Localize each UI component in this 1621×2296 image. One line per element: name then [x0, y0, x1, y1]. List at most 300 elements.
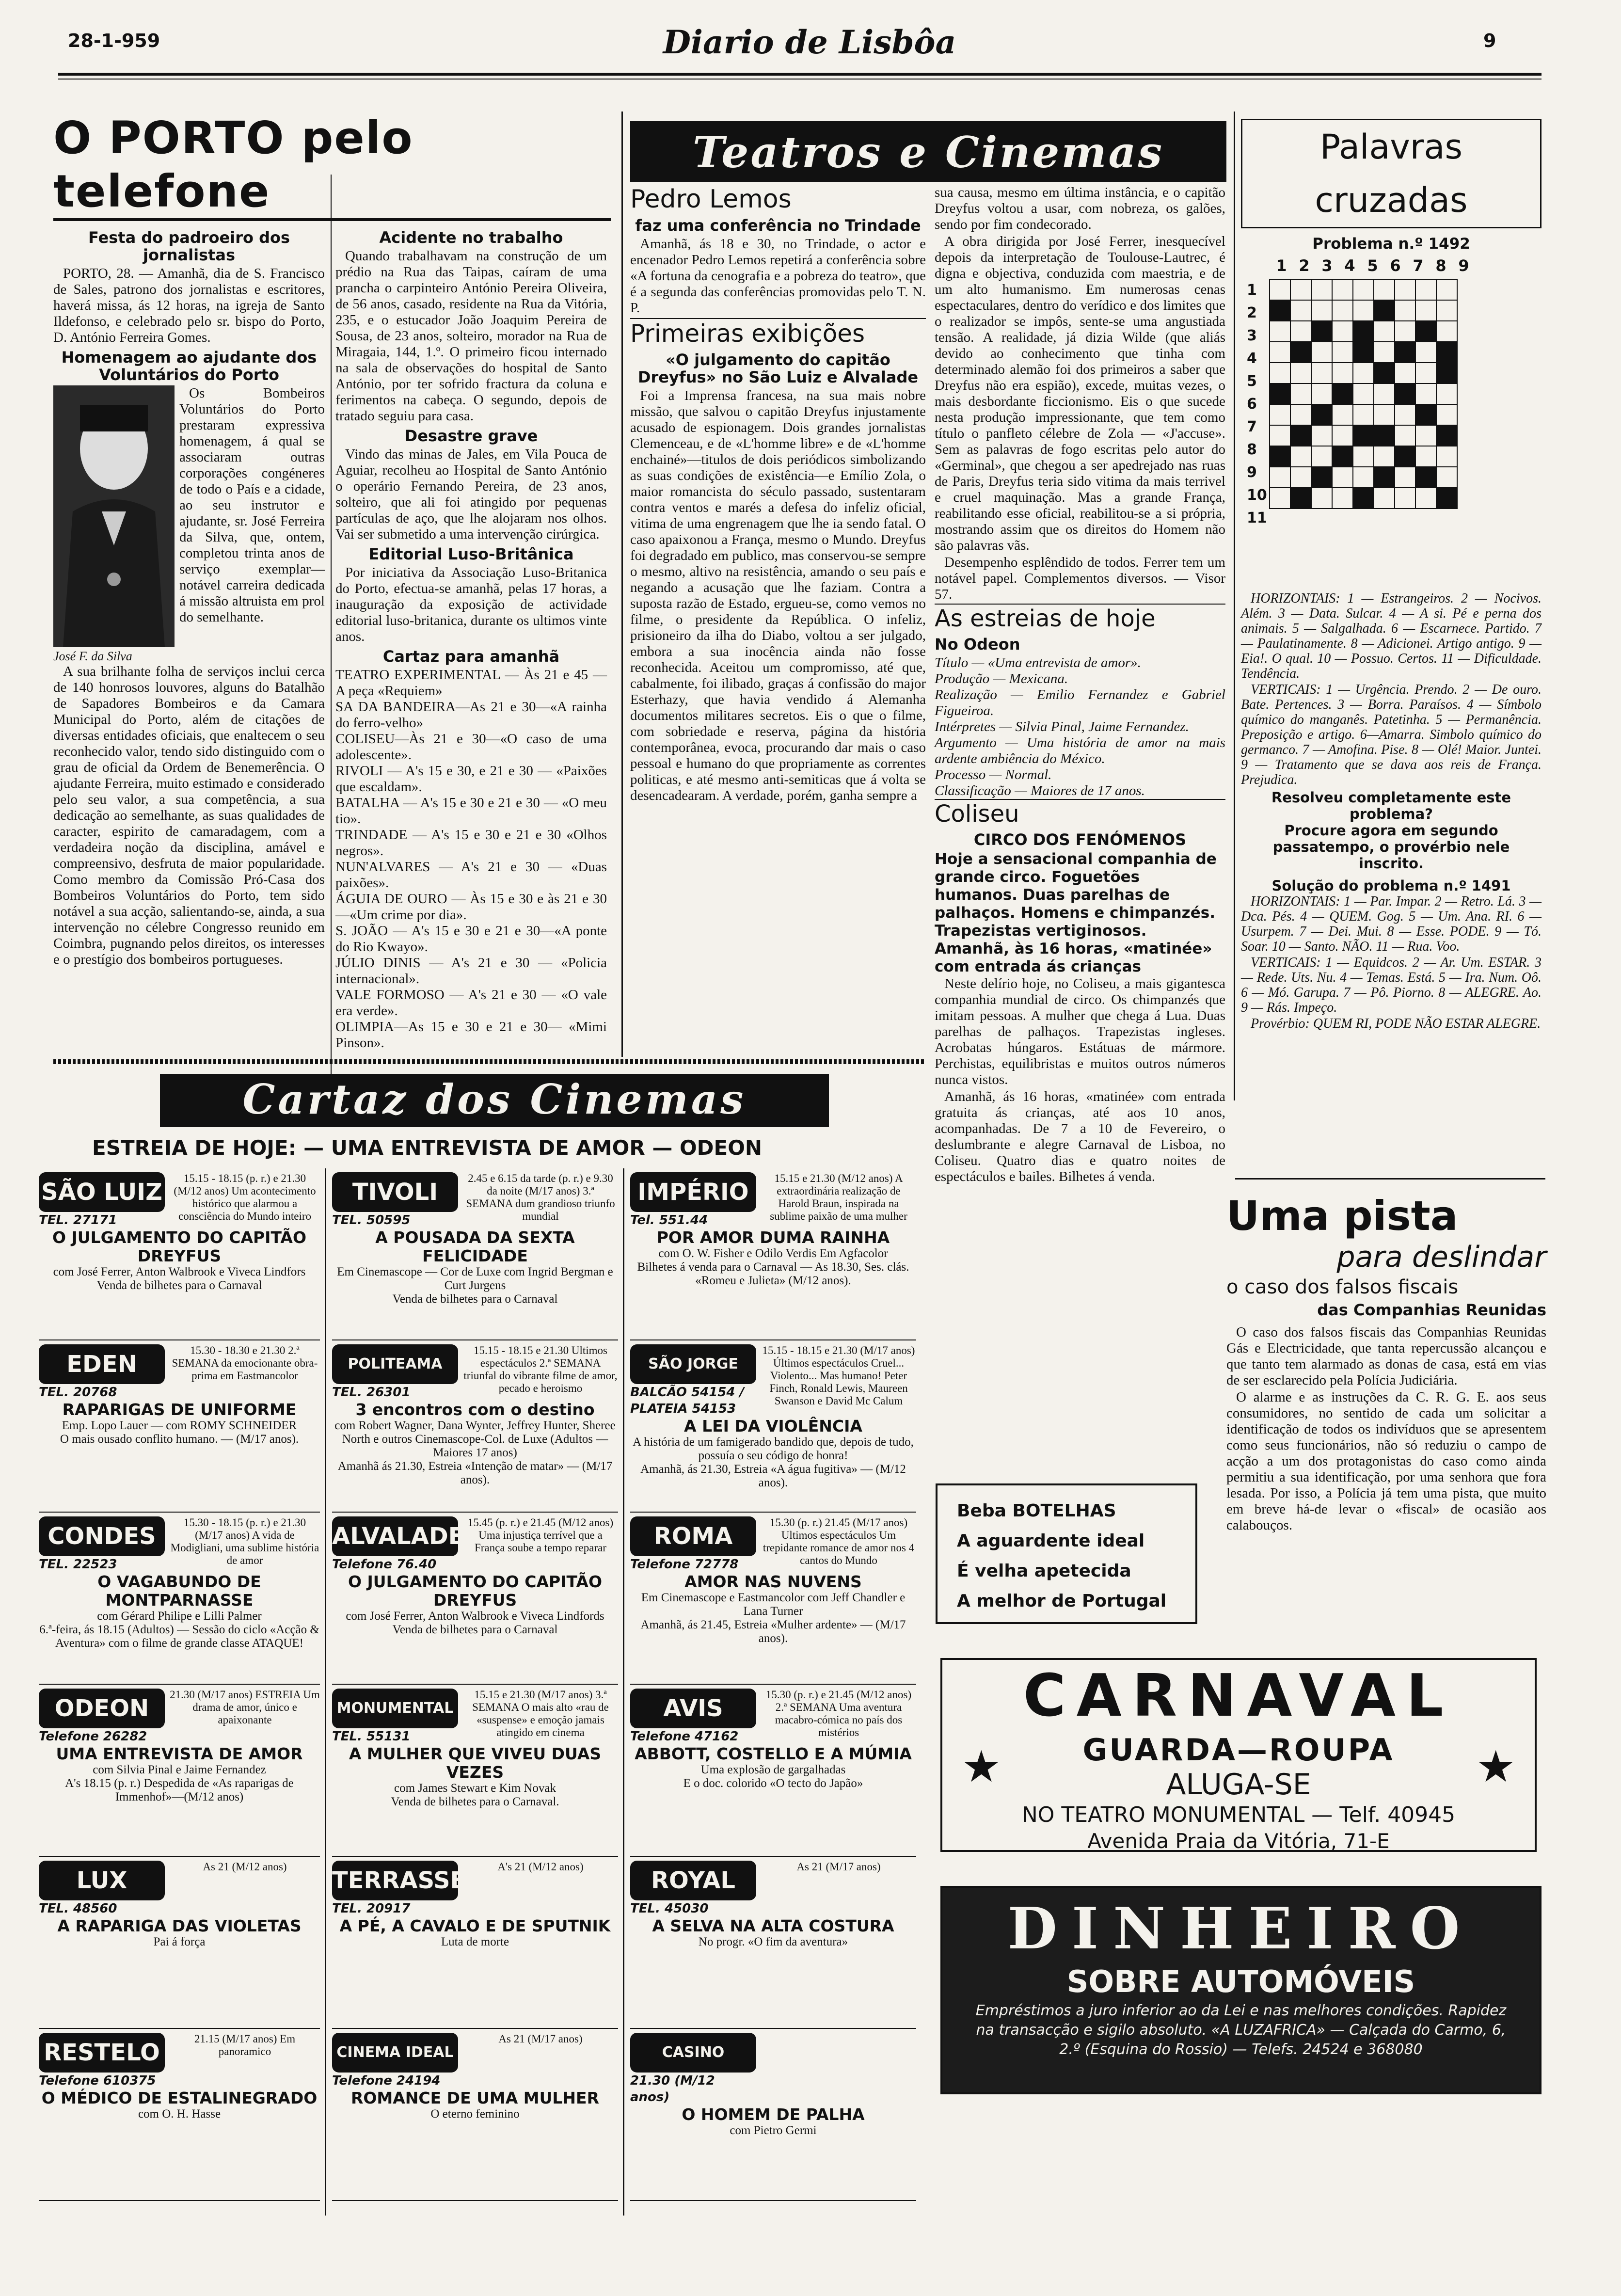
paragraph: O alarme e as instruções da C. R. G. E. aos seus consumidores, no sentido de cada um solicitar a identificação de todos os indivíduos que se apresentem como seus funcionários, não só reduziu o campo de acção a um dos protagonistas do caso como ainda permitiu a sua identificação, por uma senhora que fora lesada. Por isso, a Polícia já tem uma pista, que muito em breve há-de levar o «fiscal» de ocasião aos calabouços.: [1226, 1389, 1546, 1533]
crossword-cell: [1332, 342, 1353, 363]
listing-item: VALE FORMOSO — A's 21 e 30 — «O vale era verde».: [335, 987, 607, 1019]
crossword-title: Palavras cruzadas: [1241, 119, 1542, 228]
porto-col-2: [335, 226, 607, 1051]
cinema-cast: com Robert Wagner, Dana Wynter, Jeffrey Hunter, Sheree North e outros Cinemascope-Col. de Luxe (Adultos — Maiores 17 anos): [334, 1419, 616, 1459]
article-editorial: [335, 565, 607, 645]
cinema-listing: [332, 2029, 618, 2201]
cinema-cast: com Gérard Philipe e Lilli Palmer: [97, 1610, 262, 1623]
cinema-cast: No progr. «O fim da aventura»: [698, 1935, 848, 1948]
cinema-tel: TEL. 45030: [630, 1901, 709, 1916]
listing-item: SA DA BANDEIRA—As 21 e 30—«A rainha do ferro-velho»: [335, 699, 607, 731]
masthead-rule: [58, 73, 1542, 76]
listing-item: S. JOÃO — A's 15 e 30 e 21 e 30—«A ponte do Rio Kwayo».: [335, 923, 607, 955]
cinema-tel: BALCÃO 54154 / PLATEIA 54153: [630, 1385, 745, 1416]
crossword-section: [1241, 119, 1542, 1031]
teatros-col-1: [630, 185, 926, 1186]
cinema-film-title: O JULGAMENTO DO CAPITÃO DREYFUS: [348, 1572, 603, 1610]
cinema-times: 21.15 (M/17 anos) Em panoramico: [194, 2033, 296, 2057]
cinema-film-title: O MÉDICO DE ESTALINEGRADO: [41, 2089, 318, 2107]
crossword-cell: [1311, 363, 1332, 383]
pista-sub2: o caso dos falsos fiscais: [1226, 1276, 1459, 1298]
crossword-cell: [1374, 363, 1395, 383]
crossword-col-numbers: [1270, 256, 1475, 275]
cinema-listing: [630, 1168, 916, 1340]
crossword-cell: [1290, 321, 1311, 342]
cinema-times: 2.45 e 6.15 da tarde (p. r.) e 9.30 da noite (M/17 anos) 3.ª SEMANA dum grandioso triunfo mundial: [466, 1172, 615, 1222]
crossword-problem: Problema n.º 1492: [1312, 235, 1470, 253]
crossword-row-number: 10: [1247, 487, 1267, 504]
paragraph: Os Bombeiros Voluntários do Porto prestaram expressiva homenagem, á qual se associaram outras corporações congéneres de todo o País e a cidade, ao seu instrutor e ajudante, sr. José Ferreira da Silva, que, ontem, completou trinta anos de serviço exemplar—notável carreira dedicada á missão altruista em prol do semelhante.: [179, 385, 325, 625]
cinema-logo: POLITEAMA: [332, 1344, 458, 1384]
cinema-extra: Venda de bilhetes para o Carnaval.: [391, 1795, 559, 1808]
cinema-extra: Venda de bilhetes para o Carnaval: [96, 1279, 262, 1292]
crossword-cell: [1436, 342, 1457, 363]
portrait-photo: [53, 385, 175, 664]
crossword-resolveu: Resolveu completamente este problema?: [1271, 789, 1511, 822]
teatros-banner: Teatros e Cinemas: [630, 121, 1226, 182]
cinema-listing: [630, 1857, 916, 2029]
dinheiro-title: DINHEIRO: [1007, 1895, 1475, 1962]
crossword-cell: [1374, 488, 1395, 509]
cinema-listing: [39, 1685, 320, 1857]
porto-section: [53, 112, 611, 1130]
page-number: 9: [1483, 30, 1496, 51]
cartaz-column-1: [39, 1168, 320, 2216]
cinema-extra: A's 18.15 (p. r.) Despedida de «As raparigas de Immenhof»—(M/12 anos): [65, 1777, 294, 1803]
cinema-times: 15.15 e 21.30 (M/17 anos) 3.ª SEMANA O mais alto «rau de «suspense» e emoção jamais atingido em cinema: [472, 1689, 609, 1738]
crossword-grid: [1269, 279, 1458, 509]
cinema-cast: Luta de morte: [441, 1935, 509, 1948]
headline-desastre: Desastre grave: [404, 427, 538, 445]
crossword-cell: [1415, 404, 1436, 425]
cinema-film-title: RAPARIGAS DE UNIFORME: [62, 1400, 297, 1419]
crossword-cell: [1415, 363, 1436, 383]
crossword-row-number: 6: [1247, 396, 1257, 413]
cinema-film-title: AMOR NAS NUVENS: [684, 1572, 862, 1591]
cinema-extra: Venda de bilhetes para o Carnaval: [392, 1623, 558, 1636]
listing-item: RIVOLI — A's 15 e 30, e 21 e 30 — «Paixões que escaldam».: [335, 763, 607, 795]
cinema-film-title: A LEI DA VIOLÊNCIA: [684, 1417, 862, 1435]
carnaval-ad: [940, 1658, 1537, 1852]
crossword-row-number: 7: [1247, 418, 1257, 435]
porto-title: O PORTO pelo telefone: [53, 112, 611, 221]
cinema-film-title: O VAGABUNDO DE MONTPARNASSE: [97, 1572, 261, 1610]
cinema-tel: Telefone 24194: [332, 2073, 441, 2088]
article-acidente: [335, 248, 607, 424]
paragraph: Amanhã, ás 18 e 30, no Trindade, o actor e encenador Pedro Lemos repetirá a conferência sobre «A fortuna da cenografia e a pobreza do teatro», que é a segunda das conferências promovidas pelo T. N. P.: [630, 236, 926, 316]
headline-padroeiro: Festa do padroeiro dos jornalistas: [88, 228, 290, 264]
cinema-cast: com O. H. Hasse: [138, 2107, 221, 2121]
cinema-tel: TEL. 26301: [332, 1385, 411, 1400]
cinema-listing: [39, 1340, 320, 1513]
crossword-row-numbers: [1247, 279, 1267, 529]
listing-item: ÁGUIA DE OURO — Às 15 e 30 e às 21 e 30—«Um crime por dia».: [335, 891, 607, 923]
crossword-solution: [1241, 894, 1542, 1031]
crossword-cell: [1374, 425, 1395, 446]
cinema-listing: [332, 1685, 618, 1857]
cinema-listing: [630, 1340, 916, 1513]
cinema-cast: O eterno feminino: [430, 2107, 520, 2121]
listing-item: TRINDADE — A's 15 e 30 e 21 e 30 «Olhos negros».: [335, 827, 607, 859]
crossword-cell: [1332, 279, 1353, 300]
paragraph: sua causa, mesmo em última instância, e o capitão Dreyfus voltou a usar, com nobreza, os galões, sendo por fim condecorado.: [935, 185, 1225, 232]
section-rule: [621, 112, 623, 1057]
solution-proverb: Provérbio: QUEM RI, PODE NÃO ESTAR ALEGRE.: [1251, 1016, 1541, 1031]
listing-item: NUN'ALVARES — A's 21 e 30 — «Duas paixões».: [335, 859, 607, 891]
cinema-logo: CONDES: [39, 1516, 165, 1556]
crossword-cell: [1332, 321, 1353, 342]
portrait-caption: José F. da Silva: [53, 649, 132, 663]
headline-cartaz-amanha: Cartaz para amanhã: [382, 647, 560, 666]
crossword-solution-title: Solução do problema n.º 1491: [1271, 877, 1511, 894]
headline-circo: CIRCO DOS FENÓMENOS: [973, 830, 1187, 849]
crossword-cell: [1374, 279, 1395, 300]
cinema-film-title: POR AMOR DUMA RAINHA: [656, 1228, 890, 1247]
crossword-cell: [1353, 446, 1374, 467]
crossword-cell: [1415, 425, 1436, 446]
crossword-col-number: 8: [1435, 256, 1446, 275]
cinema-logo: CINEMA IDEAL: [332, 2033, 458, 2073]
crossword-cell: [1436, 279, 1457, 300]
headline-pedro-lemos: Pedro Lemos: [630, 185, 792, 214]
cinema-listing: [332, 1168, 618, 1340]
crossword-cell: [1415, 321, 1436, 342]
crossword-cell: [1311, 300, 1332, 321]
cinema-logo: TERRASSE: [332, 1861, 458, 1900]
cinema-cast: Uma explosão de gargalhadas: [700, 1763, 846, 1776]
cinema-film-title: A POUSADA DA SEXTA FELICIDADE: [375, 1228, 575, 1265]
crossword-cell: [1270, 279, 1290, 300]
cinema-logo: SÃO JORGE: [630, 1344, 756, 1384]
crossword-cell: [1353, 404, 1374, 425]
cinema-tel: 21.30 (M/12 anos): [630, 2073, 715, 2105]
carnaval-line3: NO TEATRO MONUMENTAL — Telf. 40945: [1021, 1802, 1456, 1827]
crossword-cell: [1290, 404, 1311, 425]
cinema-tel: Tel. 551.44: [630, 1213, 708, 1228]
cinema-tel: Telefone 76.40: [332, 1557, 437, 1572]
star-icon: ★: [962, 1741, 1001, 1792]
crossword-cell: [1436, 488, 1457, 509]
cinema-logo: ALVALADE: [332, 1516, 458, 1556]
paragraph: Desempenho esplêndido de todos. Ferrer tem um notável papel. Complementos diversos. — Visor 57.: [935, 555, 1225, 602]
crossword-cell: [1332, 425, 1353, 446]
cinema-listing: [39, 2029, 320, 2201]
cinema-logo: RESTELO: [39, 2033, 165, 2073]
article-conferencia: [630, 236, 926, 316]
cinema-tel: TEL. 22523: [39, 1557, 117, 1572]
crossword-cell: [1311, 467, 1332, 488]
crossword-cell: [1436, 404, 1457, 425]
carnaval-line1: GUARDA—ROUPA: [1082, 1732, 1395, 1768]
crossword-cell: [1332, 300, 1353, 321]
crossword-cell: [1415, 383, 1436, 404]
crossword-cell: [1332, 383, 1353, 404]
crossword-col-number: 5: [1367, 256, 1378, 275]
teatros-section: [630, 121, 1226, 1184]
crossword-cell: [1374, 404, 1395, 425]
article-homenagem-a: [179, 385, 325, 664]
cinema-film-title: O HOMEM DE PALHA: [682, 2105, 865, 2124]
cinema-film-title: A PÉ, A CAVALO E DE SPUTNIK: [339, 1916, 611, 1935]
crossword-cell: [1270, 383, 1290, 404]
crossword-cell: [1395, 321, 1415, 342]
crossword-cell: [1290, 446, 1311, 467]
crossword-cell: [1395, 467, 1415, 488]
cinema-times: A's 21 (M/12 anos): [497, 1861, 584, 1873]
cinema-cast: Pai á força: [153, 1935, 206, 1948]
crossword-cell: [1415, 467, 1436, 488]
crossword-cell: [1395, 425, 1415, 446]
cinema-logo: MONUMENTAL: [332, 1689, 458, 1728]
crossword-cell: [1332, 488, 1353, 509]
crossword-procure: Procure agora em segundo passatempo, o provérbio nele inscrito.: [1272, 822, 1510, 872]
credit-line: Classificação — Maiores de 17 anos.: [935, 783, 1145, 798]
cinema-times: 21.30 (M/17 anos) ESTREIA Um drama de amor, único e apaixonante: [170, 1689, 320, 1726]
cinema-listing: [39, 1513, 320, 1685]
article-dreyfus-cont: [935, 185, 1225, 603]
paragraph: Vindo das minas de Jales, em Vila Pouca de Aguiar, recolheu ao Hospital de Santo António o operário Fernando Pereira, de 23 anos, solteiro, que ali foi atingido por pequenas partículas de aço, que lhe alojaram nos olhos. Vai ser submetido a uma intervenção cirúrgica.: [335, 446, 607, 542]
porto-col-1: [53, 226, 325, 1051]
crossword-cell: [1395, 446, 1415, 467]
crossword-cell: [1290, 488, 1311, 509]
crossword-cell: [1353, 363, 1374, 383]
paragraph: Quando trabalhavam na construção de um prédio na Rua das Taipas, caíram de uma prancha o carpinteiro António Pereira Oliveira, de 56 anos, casado, residente na Rua da Vitória, 235, e o estucador João Joaquim Pereira de Sousa, de 23 anos, solteiro, morador na Rua de Miragaia, 144, 1.º. O primeiro ficou internado na sala de observações do hospital de Santo António, por ter sofrido fractura da coluna e ferimentos na cabeça. O segundo, depois de tratado seguiu para casa.: [335, 248, 607, 424]
cinema-tel: TEL. 48560: [39, 1901, 117, 1916]
crossword-cell: [1311, 321, 1332, 342]
article-dreyfus: [630, 388, 926, 804]
crossword-cell: [1270, 425, 1290, 446]
cinema-tel: Telefone 47162: [630, 1729, 739, 1744]
crossword-cell: [1395, 279, 1415, 300]
cinema-extra: Amanhã, ás 21.30, Estreia «A água fugitiva» — (M/12 anos).: [640, 1463, 906, 1489]
botelhas-line: A aguardente ideal: [957, 1531, 1145, 1551]
cinema-film-title: A MULHER QUE VIVEU DUAS VEZES: [349, 1744, 602, 1782]
credit-line: Processo — Normal.: [935, 767, 1052, 782]
cinema-logo: IMPÉRIO: [630, 1172, 756, 1212]
crossword-cell: [1395, 342, 1415, 363]
solution-vertical: VERTICAIS: 1 — Equidcos. 2 — Ar. Um. ESTAR. 3 — Rede. Uts. Nu. 4 — Temas. Está. 5 — Ira. Num. Oô. 6 — Mó. Garupa. 7 — Pô. Piorno. 8 — ALEGRE. Ao. 9 — Rás. Impeço.: [1241, 955, 1542, 1015]
headline-acidente: Acidente no trabalho: [379, 228, 563, 247]
crossword-cell: [1290, 467, 1311, 488]
pista-sub3: das Companhias Reunidas: [1317, 1301, 1546, 1319]
paragraph: Neste delírio hoje, no Coliseu, a mais gigantesca companhia mundial de circo. Os chimpanzés que imitam pessoas. A mulher que chega á Lua. Duas parelhas de palhaços. Trapezistas ingleses. Acrobatas húngaros. Estátuas de mármore. Perchistas, equilibristas e muitos outros números nunca vistos.: [935, 976, 1225, 1087]
cinema-film-title: UMA ENTREVISTA DE AMOR: [56, 1744, 303, 1763]
cinema-film-title: O JULGAMENTO DO CAPITÃO DREYFUS: [52, 1228, 307, 1265]
crossword-cell: [1270, 446, 1290, 467]
crossword-cell: [1415, 342, 1436, 363]
crossword-col-number: 3: [1321, 256, 1333, 275]
article-coliseu: [935, 976, 1225, 1185]
crossword-col-number: 6: [1390, 256, 1401, 275]
cinema-listing: [332, 1857, 618, 2029]
crossword-cell: [1270, 342, 1290, 363]
crossword-cell: [1270, 467, 1290, 488]
headline-odeon: No Odeon: [935, 635, 1020, 654]
cinema-logo: ODEON: [39, 1689, 165, 1728]
cinema-extra: Amanhã, ás 21.45, Estreia «Mulher ardente» — (M/17 anos).: [640, 1618, 906, 1645]
cinema-film-title: ROMANCE DE UMA MULHER: [350, 2089, 600, 2107]
crossword-cell: [1374, 321, 1395, 342]
listing-item: OLIMPIA—As 15 e 30 e 21 e 30— «Mimi Pinson».: [335, 1019, 607, 1051]
cinema-tel: TEL. 50595: [332, 1213, 411, 1228]
crossword-clues: [1241, 591, 1542, 787]
crossword-cell: [1415, 446, 1436, 467]
headline-conferencia: faz uma conferência no Trindade: [635, 216, 921, 235]
solution-horizontal: HORIZONTAIS: 1 — Par. Impar. 2 — Retro. Lá. 3 — Dca. Pés. 4 — QUEM. Gog. 5 — Um. Ana. RI. 6 — Usurpem. 7 — Dei. Mui. 8 — Esse. PODE. 9 — Tó. Soar. 10 — Santo. NÃO. 11 — Rua. Voo.: [1241, 894, 1542, 954]
cinema-logo: ROYAL: [630, 1861, 756, 1900]
credits: [935, 655, 1225, 799]
crossword-cell: [1395, 488, 1415, 509]
cinema-times: 15.15 e 21.30 (M/12 anos) A extraordinária realização de Harold Braun, inspirada na sublime paixão de uma mulher: [770, 1172, 907, 1222]
botelhas-line: A melhor de Portugal: [957, 1591, 1167, 1611]
cinema-logo: EDEN: [39, 1344, 165, 1384]
cinema-listing: [630, 1685, 916, 1857]
crossword-row-number: 3: [1247, 327, 1257, 344]
credit-line: Produção — Mexicana.: [935, 671, 1068, 686]
crossword-row-number: 5: [1247, 373, 1257, 390]
crossword-cell: [1436, 383, 1457, 404]
credit-line: Argumento — Uma história de amor na mais ardente ambiência do México.: [935, 735, 1225, 766]
cinema-times: 15.30 - 18.30 e 21.30 2.ª SEMANA da emocionante obra-prima em Eastmancolor: [172, 1344, 318, 1382]
cinema-extra: Amanhã ás 21.30, Estreia «Intenção de matar» — (M/17 anos).: [337, 1460, 613, 1486]
carnaval-line4: Avenida Praia da Vitória, 71-E: [1087, 1829, 1390, 1853]
cinema-extra: Venda de bilhetes para o Carnaval: [392, 1292, 558, 1306]
crossword-col-number: 9: [1458, 256, 1469, 275]
cinema-times: 15.15 - 18.15 e 21.30 Ultimos espectáculos 2.ª SEMANA triunfal do vibrante filme de amor, pecado e heroismo: [463, 1344, 618, 1394]
crossword-cell: [1436, 467, 1457, 488]
cinema-times: 15.30 (p. r.) e 21.45 (M/12 anos) 2.ª SEMANA Uma aventura macabro-cómica no país dos mistérios: [765, 1689, 912, 1738]
crossword-cell: [1311, 383, 1332, 404]
cinema-listing: [630, 1513, 916, 1685]
pista-subtitle: para deslindar: [1336, 1240, 1546, 1274]
cartaz-estreia: ESTREIA DE HOJE: — UMA ENTREVISTA DE AMOR — ODEON: [92, 1136, 763, 1160]
cinema-tel: TEL. 20768: [39, 1385, 117, 1400]
crossword-cell: [1436, 321, 1457, 342]
cinema-logo: CASINO ESTORIL: [630, 2033, 756, 2073]
cinema-times: 15.15 - 18.15 e 21.30 (M/17 anos) Últimos espectáculos Cruel... Violento... Mas humano! Peter Finch, Ronald Lewis, Maureen Swanson e David Mc Calum: [762, 1344, 915, 1407]
paragraph: A sua brilhante folha de serviços inclui cerca de 140 honrosos louvores, alguns do Batalhão de Sapadores Bombeiros e da Camara Municipal do Porto, além de citações de diversas entidades oficiais, que enaltecem o seu reconhecido valor, tendo sido distinguido com o grau de oficial da Ordem de Benemerência. O ajudante Ferreira, muito estimado e considerado pelo seu valor, a sua competência, a sua dedicação ao semelhante, as suas qualidades de caracter, espirito de camaradagem, com a verdadeira noção da disciplina, amável e compreensivo, desfruta de maior popularidade. Como membro da Comissão Pró-Casa dos Bombeiros Voluntários do Porto, tem sido notável a sua acção, salientando-se, ainda, a sua intervenção no célebre Congresso reunido em Coimbra, pugnando pelos direitos, os interesses e o prestígio dos bombeiros portugueses.: [53, 664, 325, 967]
crossword-col-number: 2: [1299, 256, 1310, 275]
crossword-row-number: 8: [1247, 441, 1257, 458]
cinema-cast: Emp. Lopo Lauer — com ROMY SCHNEIDER: [62, 1419, 297, 1432]
headline-primeiras: Primeiras exibições: [630, 318, 926, 348]
paragraph: Amanhã, ás 16 horas, «matinée» com entrada gratuita ás crianças, até aos 10 anos, acompanhadas. De 7 a 10 de Fevereiro, o deslumbrante e alegre Carnaval de Lisboa, no Coliseu. Quatro dias e quatro noites de espectáculos e bailes. Bilhetes á venda.: [935, 1089, 1225, 1184]
cinema-listing: [39, 1168, 320, 1340]
crossword-row-number: 9: [1247, 464, 1257, 481]
crossword-cell: [1374, 300, 1395, 321]
cinema-times: As 21 (M/17 anos): [498, 2033, 583, 2045]
cinema-tel: TEL. 20917: [332, 1901, 411, 1916]
cinema-cast: com Silvia Pinal e Jaime Fernandez: [93, 1763, 266, 1776]
crossword-cell: [1270, 488, 1290, 509]
listing-item: BATALHA — A's 15 e 30 e 21 e 30 — «O meu tio».: [335, 795, 607, 827]
crossword-cell: [1374, 383, 1395, 404]
botelhas-line: Beba BOTELHAS: [957, 1501, 1116, 1521]
portrait-image: [53, 385, 175, 647]
crossword-cell: [1332, 404, 1353, 425]
crossword-cell: [1436, 363, 1457, 383]
cinema-times: As 21 (M/17 anos): [796, 1861, 881, 1873]
crossword-row-number: 11: [1247, 510, 1267, 526]
crossword-cell: [1290, 279, 1311, 300]
column-rule: [331, 175, 332, 1125]
credit-line: Realização — Emilio Fernandez e Gabriel Figueiroa.: [935, 687, 1225, 718]
cartaz-banner: Cartaz dos Cinemas: [160, 1074, 829, 1127]
credit-line: Intérpretes — Silvia Pinal, Jaime Fernandez.: [935, 719, 1189, 734]
cinema-extra: 6.ª-feira, ás 18.15 (Adultos) — Sessão do ciclo «Acção & Aventura» com o filme de grande classe ATAQUE!: [39, 1623, 319, 1650]
cinema-logo: SÃO LUIZ: [39, 1172, 165, 1212]
crossword-row-number: 2: [1247, 304, 1257, 321]
cinema-film-title: 3 encontros com o destino: [355, 1400, 595, 1419]
crossword-cell: [1290, 300, 1311, 321]
cinema-extra: Bilhetes á venda para o Carnaval — As 18.30, Ses. clás. «Romeu e Julieta» (M/12 anos).: [637, 1260, 909, 1287]
crossword-cell: [1290, 363, 1311, 383]
clues-horizontal: HORIZONTAIS: 1 — Estrangeiros. 2 — Nocivos. Além. 3 — Data. Sulcar. 4 — A si. Pé e perna dos animais. 5 — Salgalhada. 6 — Escarnece. Partido. 7 — Paulatinamente. 8 — Adicionei. Artigo antigo. 9 — Eia!. O qual. 10 — Possuo. Certos. 11 — Dificuldade. Tendência.: [1241, 591, 1542, 681]
headline-estreias: As estreias de hoje: [935, 604, 1225, 633]
headline-dreyfus: «O julgamento do capitão Dreyfus» no São Luiz e Alvalade: [637, 351, 919, 386]
crossword-cell: [1290, 342, 1311, 363]
crossword-cell: [1395, 363, 1415, 383]
listings: [335, 667, 607, 1051]
headline-editorial: Editorial Luso-Britânica: [368, 545, 574, 563]
cinema-tel: Telefone 72778: [630, 1557, 739, 1572]
masthead-title: Diario de Lisbôa: [663, 23, 956, 61]
dinheiro-sub: SOBRE AUTOMÓVEIS: [1066, 1964, 1415, 1999]
crossword-cell: [1270, 404, 1290, 425]
crossword-cell: [1290, 383, 1311, 404]
listing-item: COLISEU—Às 21 e 30—«O caso de uma adolescente».: [335, 731, 607, 763]
paragraph: Foi a Imprensa francesa, na sua mais nobre missão, que salvou o capitão Dreyfus injustamente acusado de espionagem. Dois grandes jornalistas Clemenceau, e de «L'homme libre» e de «L'homme enchainé»—titulos de dois periódicos simbolizando as suas condições de existência—e Emílio Zola, o maior romancista do século passado, sustentaram contra ventos e marés a defesa do infeliz oficial, vitima de uma engrenagem que lhe ia sendo fatal. O caso apaixonou a França, mesmo o Mundo. Dreyfus foi degradado em publico, mas conservou-se sempre o mesmo, altivo na resistência, amando o seu país e negando a acusação que lhe faziam. Contra a suposta razão de Estado, ergueu-se, como vemos no filme, o presidente da República. O infeliz, prisioneiro da ilha do Diabo, voltou a ser julgado, embora a sua inocência ainda não fosse reconhecida. Aceitou um compromisso, até que, cabalmente, foi ilibado, graças á confissão do major Esterhazy, que havia vendido á Alemanha documentos militares secretos. Eis o que o filme, com sobriedade e reserva, página da história contemporânea, evoca, procurando dar mais o caso pessoal e humano do que propriamente as correntes politicas, e até mesmo anti-semiticas que á volta se desencadearam. A verdade, porém, ganha sempre a: [630, 388, 926, 803]
cinema-listing: [332, 1513, 618, 1685]
teatros-col-2: [935, 185, 1225, 1186]
crossword-cell: [1270, 321, 1290, 342]
article-desastre: [335, 446, 607, 542]
crossword-cell: [1353, 342, 1374, 363]
crossword-cell: [1332, 363, 1353, 383]
crossword-col-number: 1: [1276, 256, 1287, 275]
masthead-rule-thin: [58, 79, 1542, 80]
credit-line: Título — «Uma entrevista de amor».: [935, 655, 1141, 670]
cinema-cast: com José Ferrer, Anton Walbrook e Viveca Lindfors: [53, 1265, 306, 1278]
cinema-cast: com James Stewart e Kim Novak: [394, 1782, 556, 1795]
listing-item: JÚLIO DINIS — A's 21 e 30 — «Policia internacional».: [335, 955, 607, 987]
crossword-cell: [1395, 404, 1415, 425]
dinheiro-text: Empréstimos a juro inferior ao da Lei e nas melhores condições. Rapidez na transacção e sigilo absoluto. «A LUZAFRICA» — Calçada do Carmo, 6, 2.º (Esquina do Rossio) — Telefs. 24524 e 368080: [975, 2002, 1507, 2058]
cinema-cast: com Pietro Germi: [730, 2124, 817, 2137]
section-rule: [1235, 1178, 1545, 1180]
crossword-cell: [1311, 404, 1332, 425]
crossword-cell: [1311, 446, 1332, 467]
crossword-cell: [1436, 425, 1457, 446]
crossword-cell: [1270, 300, 1290, 321]
crossword-cell: [1415, 279, 1436, 300]
crossword-cell: [1332, 467, 1353, 488]
paragraph: PORTO, 28. — Amanhã, dia de S. Francisco de Sales, patrono dos jornalistas e escritores, haverá missa, ás 12 horas, na igreja de Santo Ildefonso, e celebrado pelo sr. bispo do Porto, D. António Ferreira Gomes.: [53, 266, 325, 345]
botelhas-lines: [957, 1496, 1176, 1616]
cinema-extra: E o doc. colorido «O tecto do Japão»: [683, 1777, 863, 1790]
carnaval-line2: ALUGA-SE: [1166, 1768, 1311, 1802]
crossword-row-number: 1: [1247, 282, 1257, 299]
article-pista: [1226, 1324, 1546, 1533]
paragraph: O caso dos falsos fiscais das Companhias Reunidas Gás e Electricidade, que tanta repercussão alcançou e que tanto tem alarmado as donas de casa, está em vias de ser esclarecido pela Polícia Judiciária.: [1226, 1324, 1546, 1388]
crossword-cell: [1290, 425, 1311, 446]
paragraph: Por iniciativa da Associação Luso-Britanica do Porto, efectua-se amanhã, pelas 17 horas, a inauguração da exposição de actividade editorial luso-britanica, durante os ultimos vinte anos.: [335, 565, 607, 644]
crossword-col-number: 7: [1413, 256, 1424, 275]
cinema-logo: AVIS: [630, 1689, 756, 1728]
crossword-cell: [1436, 446, 1457, 467]
crossword-cell: [1353, 425, 1374, 446]
crossword-cell: [1332, 446, 1353, 467]
